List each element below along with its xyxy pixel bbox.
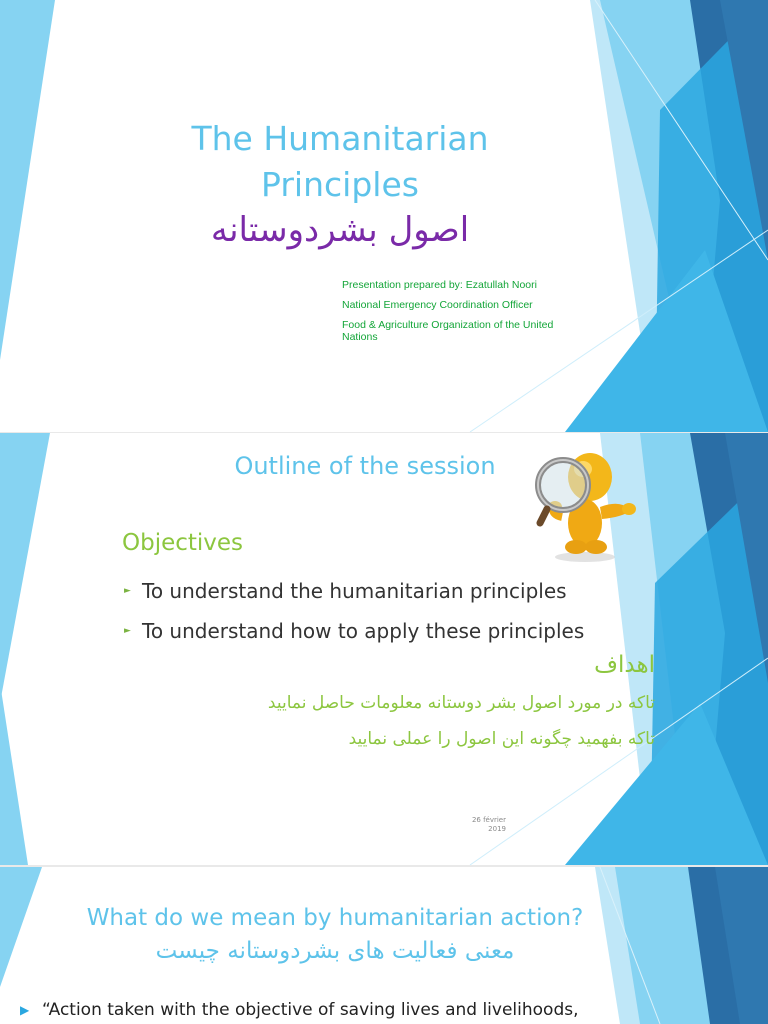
- list-item-text: “Action taken with the objective of saving lives and livelihoods,: [42, 1000, 579, 1020]
- list-item: [20, 999, 640, 1021]
- slide-title: [0, 0, 768, 432]
- left-deco-bottom: [0, 683, 28, 865]
- humanitarian-action-title-persian: معنی فعالیت های بشردوستانه چیست: [155, 938, 515, 964]
- magnifier-figure-icon: [530, 439, 640, 564]
- list-item-text: To understand how to apply these principles: [142, 619, 585, 643]
- bullet-arrow-icon: ►: [124, 626, 131, 636]
- persian-objectives: [180, 645, 655, 757]
- credit-line: Presentation prepared by: Ezatullah Noori: [342, 279, 537, 291]
- persian-objective-item: تاکه بفهمید چگونه این اصول را عملی نمایید: [348, 729, 655, 749]
- left-deco-shape: [0, 433, 50, 703]
- bullet-arrow-icon: ►: [124, 586, 131, 596]
- date-day-month: 26 février: [471, 816, 506, 824]
- persian-objective-item: تاکه در مورد اصول بشر دوستانه معلومات حاصل نمایید: [267, 693, 655, 713]
- persian-objectives-heading: اهداف: [594, 652, 655, 678]
- slide-date: [440, 816, 506, 834]
- left-deco-shape: [0, 0, 55, 360]
- objectives-heading: Objectives: [122, 530, 244, 556]
- credit-line: National Emergency Coordination Officer: [342, 299, 533, 311]
- slide-title-english: The Humanitarian Principles: [191, 119, 489, 204]
- list-item-text: To understand the humanitarian principles: [142, 579, 567, 603]
- slide-outline: [0, 433, 768, 865]
- humanitarian-action-title: What do we mean by humanitarian action?: [86, 905, 584, 931]
- presenter-credits: [342, 279, 582, 351]
- slide-title-persian: اصول بشردوستانه: [210, 210, 470, 250]
- left-deco-shape: [0, 867, 42, 987]
- outline-title: Outline of the session: [234, 452, 496, 480]
- credit-line: Food & Agriculture Organization of the United Nations: [342, 319, 554, 343]
- list-item: [124, 571, 614, 611]
- date-year: 2019: [488, 825, 506, 833]
- slide-humanitarian-action: [0, 867, 768, 1024]
- objectives-list: [124, 571, 614, 651]
- bullet-arrow-icon: ▶: [20, 1003, 30, 1017]
